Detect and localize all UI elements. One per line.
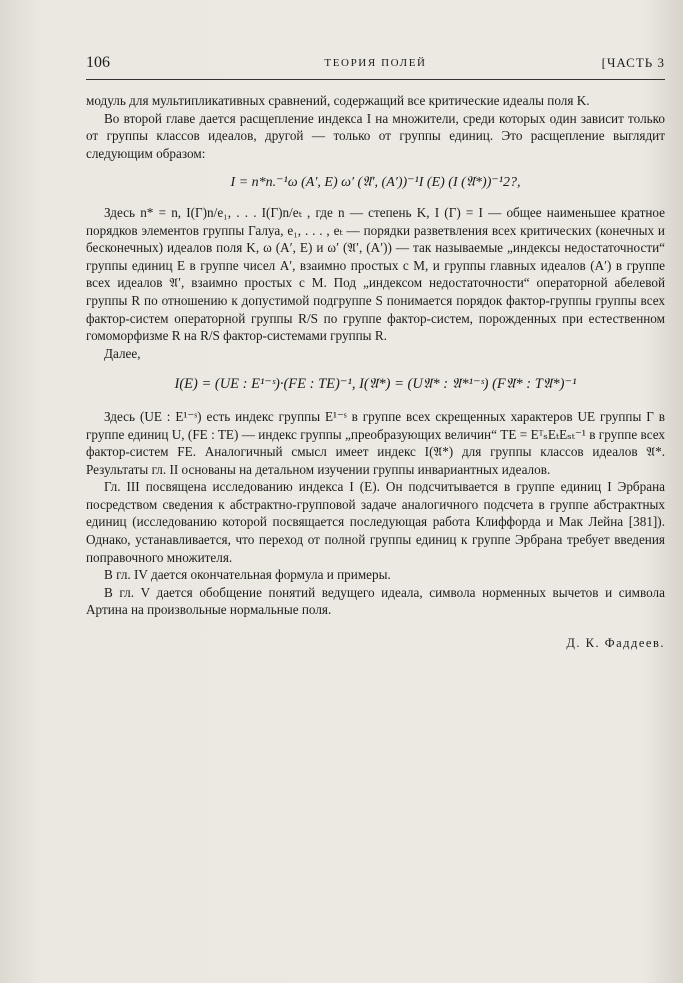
paragraph-2: Во второй главе дается расщепление индекса I на множители, среди которых один зависит только от группы классов идеалов, другой — только от группы единиц. Это расщепление выглядит следующим образом: (86, 110, 665, 161)
part-label: [ЧАСТЬ 3 (601, 55, 665, 70)
paragraph-3: Здесь n* = n, I(Γ)n/e₁, . . . I(Γ)n/eₜ , где n — степень K, I (Γ) = I — общее наименьшее кратное порядков элементов группы Галуа, e₁, . . . , eₜ — порядки разветвления всех критических (конечных и бесконечных) идеалов поля K, ω (A′, E) и ω′ (𝔄′, (A′)) — так называемые „индексы недостаточности“ группы единиц E в группе чисел A′, взаимно простых с M, и группы главных идеалов (A′) в группе всех идеалов 𝔄′, взаимно простых с M. Под „индексом недостаточности“ операторной абелевой группы R по отношению к допустимой подгруппе S понимается порядок фактор-группы группы всех фактор-систем операторной группы R/S по группе фактор-систем, порожденных при естественном гомоморфизме R на R/S фактор-системами группы R. (86, 204, 665, 344)
running-title: ТЕОРИЯ ПОЛЕЙ (324, 57, 427, 69)
author-signature: Д. К. Фаддеев. (566, 636, 665, 651)
paragraph-6: Гл. III посвящена исследованию индекса I (E). Он подсчитывается в группе единиц I Эрбрана посредством сведения к абстрактно-групповой задаче аналогичного подсчета в группе абстрактных единиц (исследованию которой посвящается последующая работа Клиффорда и Мак Лейна [381]). Однако, устанавливается, что переход от полной группы единиц к группе Эрбрана требует введения поправочного множителя. (86, 479, 665, 565)
paragraph-5: Здесь (UE : E¹⁻ˢ) есть индекс группы E¹⁻ˢ в группе всех скрещенных характеров UE группы Γ в группе единиц U, (FE : TE) — индекс группы „преобразующих величин“ TE = EᵀₛEₜEₛₜ⁻¹ в группе всех фактор-систем FE. Аналогичный смысл имеет индекс I(𝔄*) для группы классов идеалов 𝔄*. Результаты гл. II основаны на детальном изучении группы инвариантных идеалов. (86, 408, 665, 477)
page-body (86, 92, 665, 653)
header-rule (86, 79, 665, 80)
paragraph-7: В гл. IV дается окончательная формула и примеры. (104, 567, 391, 583)
paragraph-8: В гл. V дается обобщение понятий ведущего идеала, символа норменных вычетов и символа Артина на произвольные нормальные поля. (86, 584, 665, 618)
page-number: 106 (86, 54, 110, 71)
formula-index-splitting: I = n*n.⁻¹ω (A′, E) ω′ (𝔄′, (A′))⁻¹I (E) (I (𝔄*))⁻¹2?, (230, 175, 521, 191)
page-header (86, 54, 665, 80)
paragraph-1: модуль для мультипликативных сравнений, содержащий все критические идеалы поля K. (86, 93, 590, 108)
formula-index-units: I(E) = (UE : E¹⁻ˢ)·(FE : TE)⁻¹, I(𝔄*) = (U𝔄* : 𝔄*¹⁻ˢ) (F𝔄* : T𝔄*)⁻¹ (174, 376, 577, 393)
paragraph-4: Далее, (104, 345, 141, 361)
